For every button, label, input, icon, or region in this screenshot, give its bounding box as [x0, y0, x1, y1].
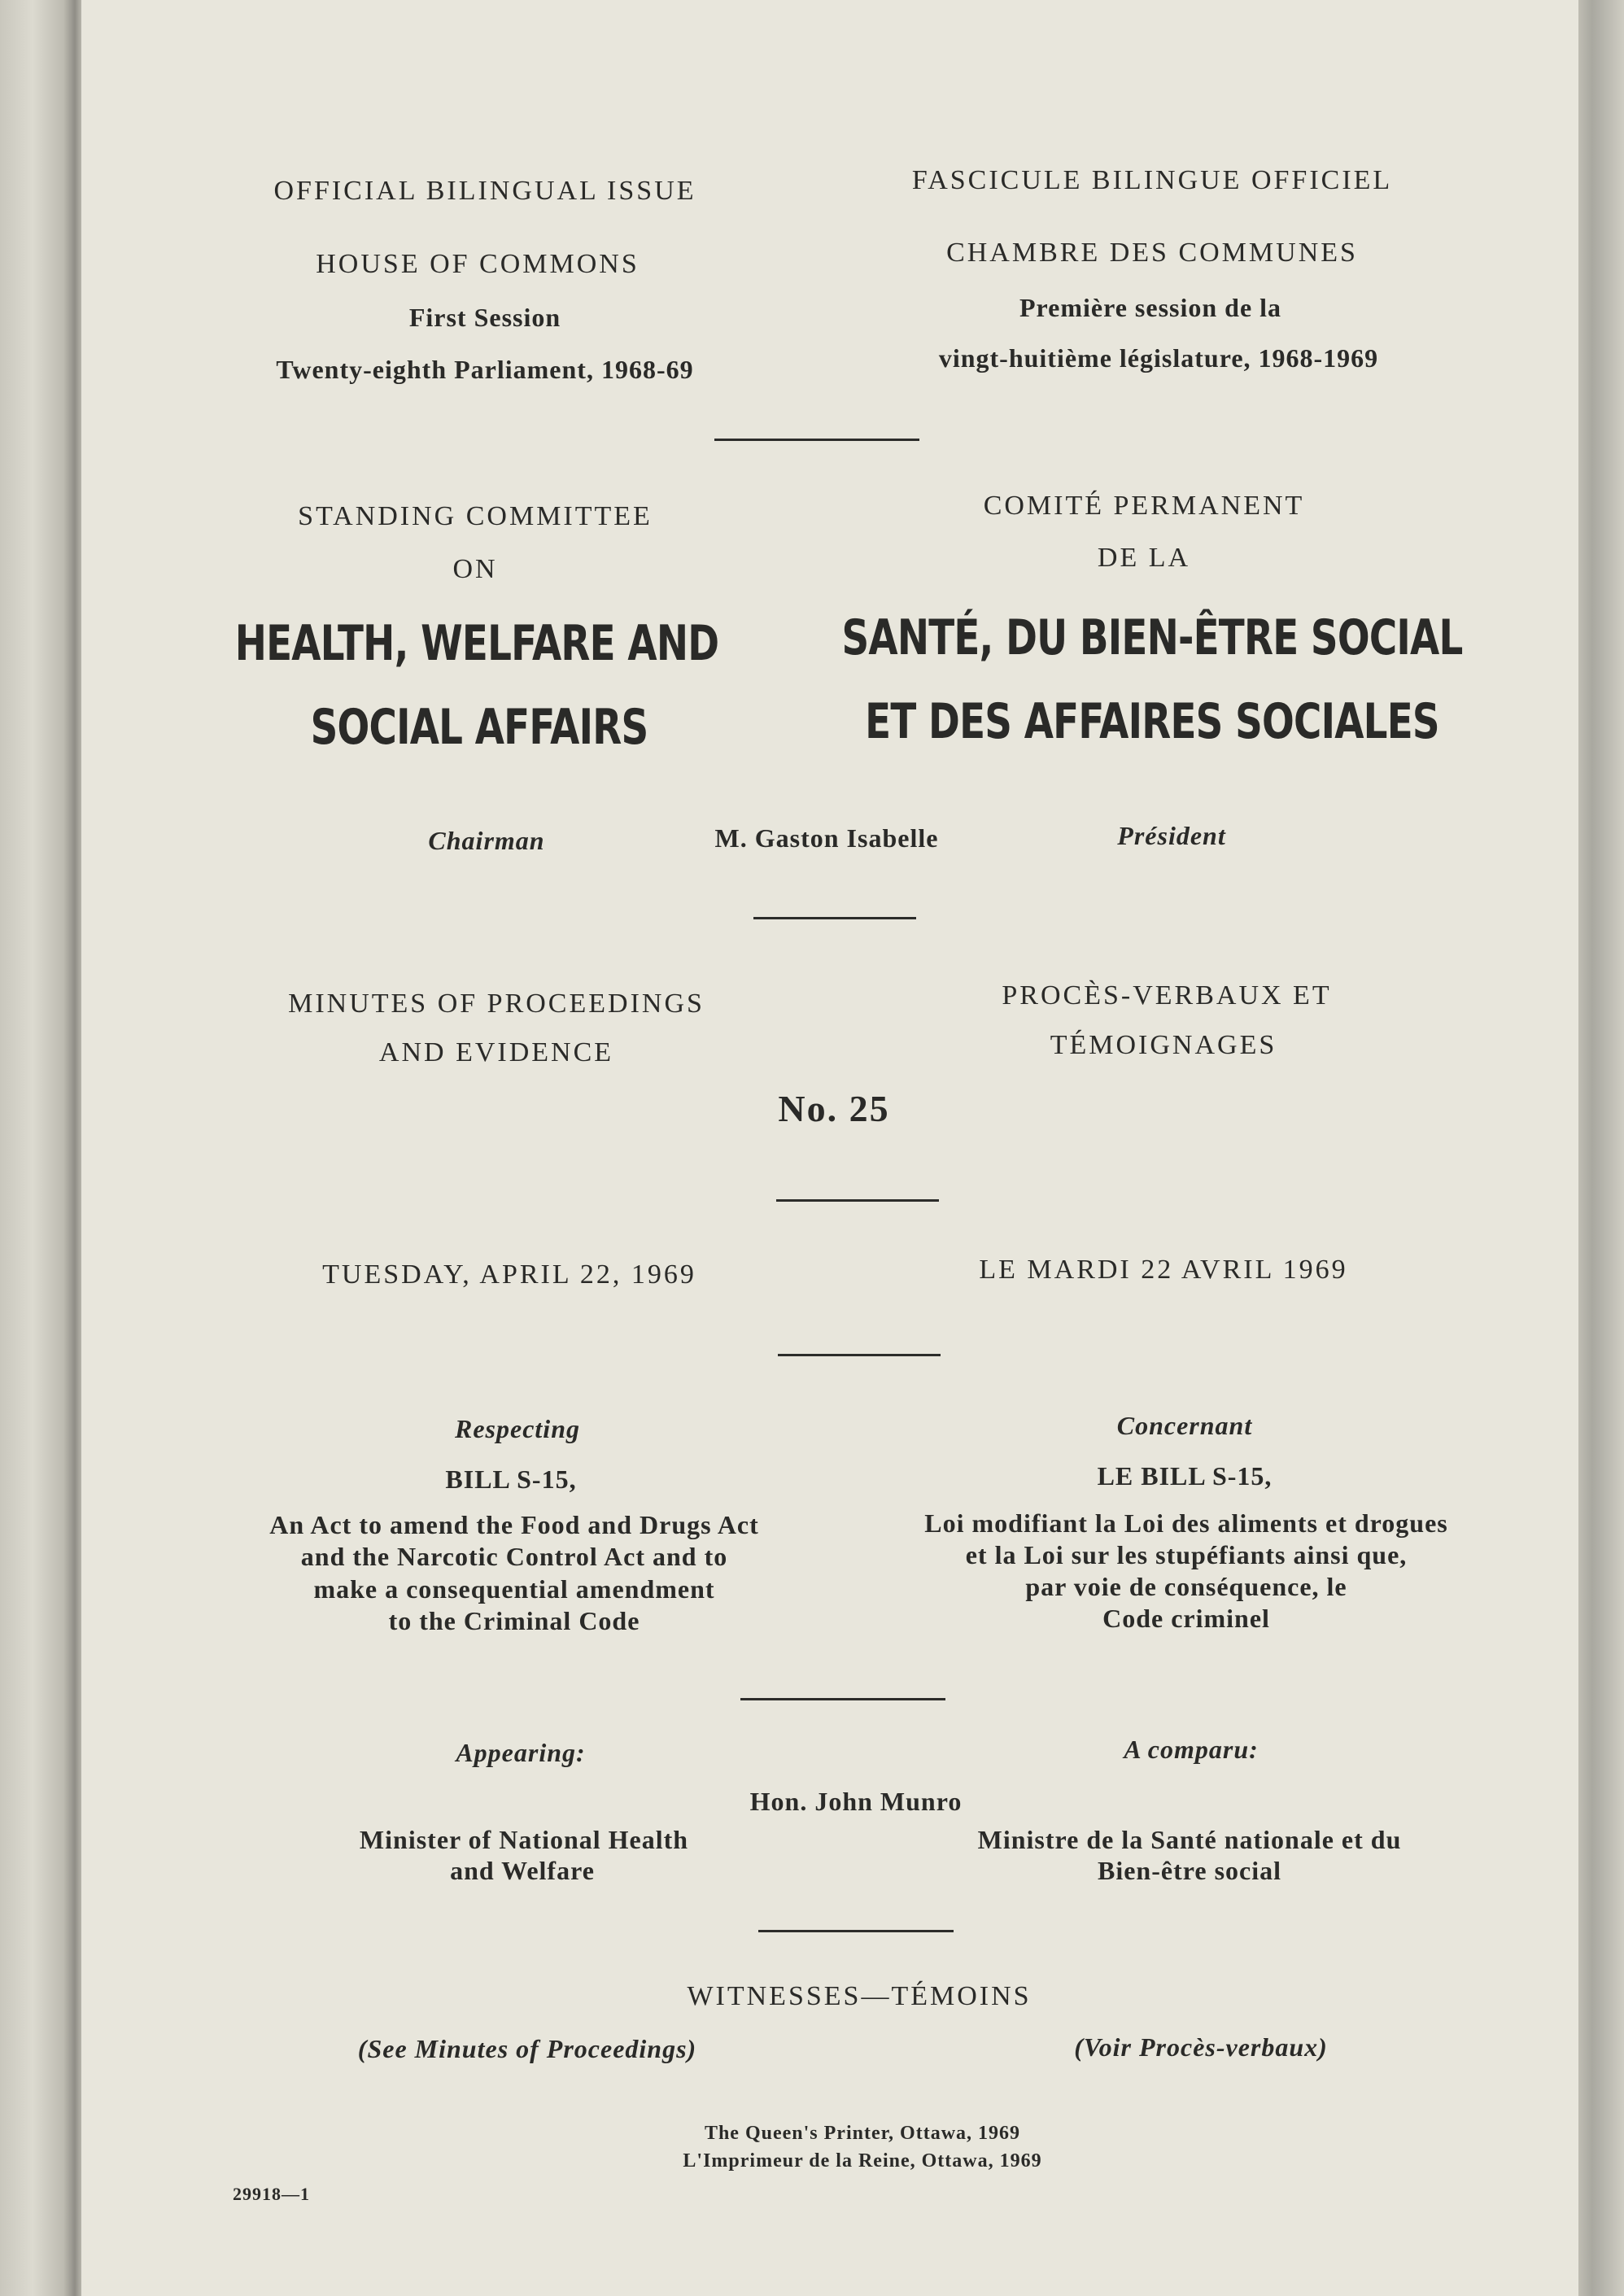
- printer-en: The Queen's Printer, Ottawa, 1969: [704, 2123, 1021, 2144]
- chairman-name: M. Gaston Isabelle: [714, 823, 939, 853]
- bill-desc-en-line2: and the Narcotic Control Act and to: [300, 1542, 728, 1571]
- committee-name-en-line1: HEALTH, WELFARE AND: [234, 615, 719, 672]
- witnesses-heading: WITNESSES—TÉMOINS: [687, 1981, 1032, 2011]
- minutes-of-proceedings-fr: PROCÈS-VERBAUX ET: [1002, 980, 1332, 1011]
- divider-rule: [753, 917, 916, 919]
- respecting-label: Respecting: [455, 1414, 580, 1443]
- and-evidence-en: AND EVIDENCE: [378, 1037, 614, 1067]
- minister-name: Hon. John Munro: [749, 1787, 963, 1816]
- parliament-fr: vingt-huitième législature, 1968-1969: [938, 343, 1379, 373]
- chairman-label: Chairman: [428, 826, 545, 855]
- bill-name-fr: LE BILL S-15,: [1097, 1461, 1273, 1491]
- divider-rule: [776, 1199, 939, 1202]
- committee-on-en: ON: [452, 554, 498, 584]
- session-en: First Session: [408, 303, 561, 332]
- bill-desc-fr-line3: par voie de conséquence, le: [1025, 1572, 1347, 1601]
- page-edge: [1578, 0, 1624, 2296]
- standing-committee-en: STANDING COMMITTEE: [298, 501, 653, 531]
- committee-name-fr-line2: ET DES AFFAIRES SOCIALES: [865, 693, 1439, 750]
- bill-desc-en-line1: An Act to amend the Food and Drugs Act: [269, 1510, 759, 1539]
- bill-desc-en-line3: make a consequential amendment: [313, 1574, 715, 1604]
- divider-rule: [778, 1354, 941, 1356]
- house-of-commons-fr: CHAMBRE DES COMMUNES: [946, 238, 1358, 268]
- print-code: 29918—1: [233, 2184, 310, 2204]
- official-bilingual-issue-fr: FASCICULE BILINGUE OFFICIEL: [911, 165, 1393, 195]
- president-label: Président: [1117, 821, 1226, 850]
- standing-committee-fr: COMITÉ PERMANENT: [983, 491, 1305, 521]
- appearing-label: Appearing:: [456, 1738, 586, 1767]
- committee-on-fr: DE LA: [1097, 543, 1191, 573]
- divider-rule: [714, 439, 919, 441]
- bill-desc-fr-line4: Code criminel: [1102, 1604, 1270, 1633]
- printer-fr: L'Imprimeur de la Reine, Ottawa, 1969: [683, 2150, 1042, 2172]
- house-of-commons-en: HOUSE OF COMMONS: [316, 249, 640, 279]
- bill-desc-en-line4: to the Criminal Code: [388, 1606, 640, 1635]
- witnesses-note-en: (See Minutes of Proceedings): [357, 2034, 697, 2063]
- session-fr: Première session de la: [1019, 293, 1282, 322]
- bill-name-en: BILL S-15,: [445, 1464, 577, 1494]
- bill-desc-fr-line1: Loi modifiant la Loi des aliments et drogues: [924, 1508, 1448, 1538]
- committee-name-fr-line1: SANTÉ, DU BIEN-ÊTRE SOCIAL: [841, 609, 1463, 666]
- minister-title-en-line2: and Welfare: [450, 1856, 595, 1885]
- minister-title-fr-line1: Ministre de la Santé nationale et du: [977, 1825, 1402, 1854]
- divider-rule: [740, 1698, 945, 1700]
- comparu-label: A comparu:: [1124, 1735, 1259, 1764]
- minister-title-fr-line2: Bien-être social: [1097, 1856, 1282, 1885]
- bill-desc-fr-line2: et la Loi sur les stupéfiants ainsi que,: [965, 1540, 1408, 1569]
- book-binding: [0, 0, 81, 2296]
- divider-rule: [758, 1930, 954, 1932]
- witnesses-note-fr: (Voir Procès-verbaux): [1074, 2032, 1328, 2062]
- issue-number: No. 25: [778, 1088, 890, 1129]
- parliament-en: Twenty-eighth Parliament, 1968-69: [276, 355, 694, 384]
- minutes-of-proceedings-en: MINUTES OF PROCEEDINGS: [288, 989, 705, 1019]
- concernant-label: Concernant: [1116, 1411, 1253, 1440]
- committee-name-en-line2: SOCIAL AFFAIRS: [310, 699, 648, 756]
- official-bilingual-issue-en: OFFICIAL BILINGUAL ISSUE: [273, 176, 696, 206]
- and-evidence-fr: TÉMOIGNAGES: [1050, 1030, 1277, 1060]
- meeting-date-fr: LE MARDI 22 AVRIL 1969: [979, 1255, 1348, 1285]
- meeting-date-en: TUESDAY, APRIL 22, 1969: [322, 1259, 696, 1290]
- minister-title-en-line1: Minister of National Health: [359, 1825, 689, 1854]
